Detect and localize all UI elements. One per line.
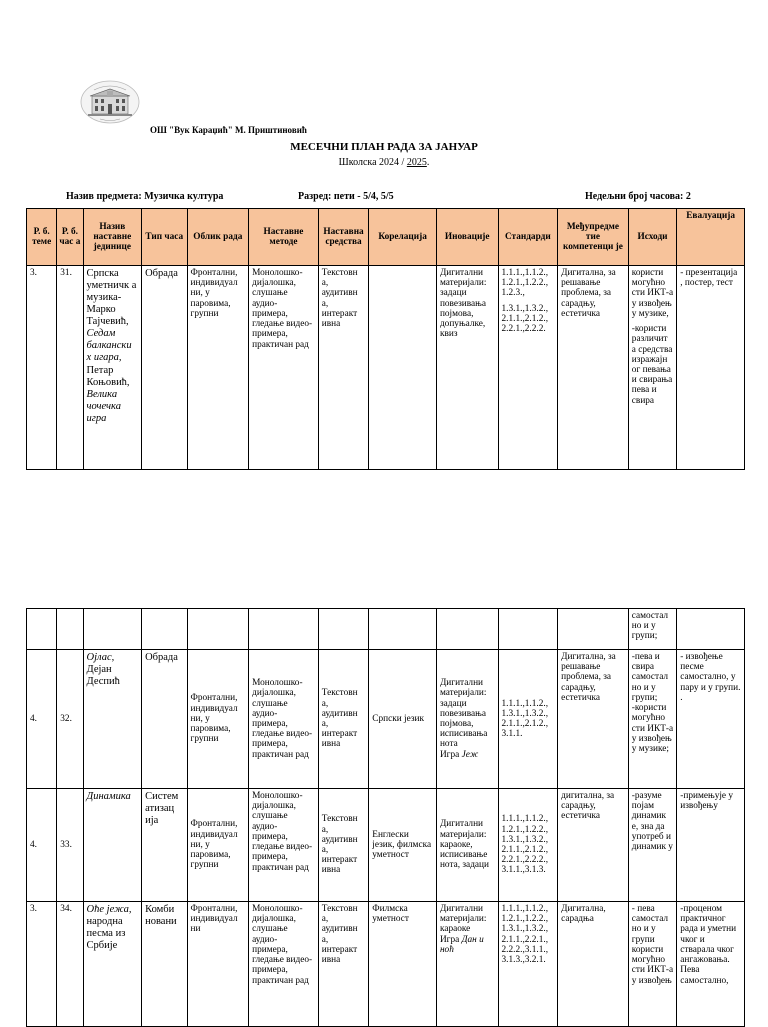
outcomes: самостал но и у групи; [628, 609, 676, 650]
competences: Дигитална, за решавање проблема, за сарадњу, естетичка [558, 266, 629, 470]
standards: 1.1.1.,1.1.2., 1.2.1.,1.2.2., 1.2.3., 1.3.1.,1.3.2., 2.1.1.,2.1.2., 2.2.1.,2.2.2. [498, 266, 558, 470]
work-form: Фронтални, индивидуал ни, у паровима, групни [187, 789, 249, 902]
unit-name: Оће јежа, народна песма из Србије [83, 902, 142, 1027]
competences: Дигитална, сарадња [558, 902, 629, 1027]
table-row [27, 650, 745, 789]
outcomes: -разуме појам динамик е, зна да употреб и динамик у [628, 789, 676, 902]
means: Текстовн а, аудитивн а, интеракт ивна [318, 650, 368, 789]
evaluation: - презентација , постер, тест [677, 266, 745, 470]
outcomes: користи могућно сти ИКТ-а у извођењ у музике, -користи различит а средства изражајн ог певања и свирања пева и свира [628, 266, 676, 470]
competences: Дигитална, за решавање проблема, за сарадњу, естетичка [558, 650, 629, 789]
means: Текстовн а, аудитивн а, интеракт ивна [318, 902, 368, 1027]
evaluation: -проценом практичног рада и уметни чког и стварала чког ангажовања. Пева самостално, [677, 902, 745, 1027]
evaluation: - извођење песме самостално, у пару и у групи. . [677, 650, 745, 789]
competences: дигитална, за сарадњу, естетичка [558, 789, 629, 902]
school-name: ОШ "Вук Караџић" М. Приштиновић [150, 125, 307, 135]
plan-title: МЕСЕЧНИ ПЛАН РАДА ЗА ЈАНУАР [290, 141, 478, 153]
lesson-type: Обрада [142, 266, 187, 470]
lesson-plan-table [26, 208, 745, 470]
table-row [27, 609, 745, 650]
evaluation: -примењује у извођењу [677, 789, 745, 902]
standards: 1.1.1.,1.1.2., 1.2.1.,1.2.2., 1.3.1.,1.3.2., 2.1.1.,2.2.1., 2.2.2.,3.1.1., 3.1.3.,3.2.1. [498, 902, 558, 1027]
innovation: Дигитални материјали: задаци повезивања појмова, исписивања нота Игра Јеж [436, 650, 498, 789]
topic-no: 3. [27, 902, 57, 1027]
lesson-no: 34. [57, 902, 83, 1027]
work-form: Фронтални, индивидуал ни, у паровима, групни [187, 266, 249, 470]
outcomes: - пева самостал но и у групи користи могућно сти ИКТ-а у извођењ [628, 902, 676, 1027]
unit-name: Динамика [83, 789, 142, 902]
header-innovations: Иновације [436, 209, 498, 266]
methods: Монолошко- дијалошка, слушање аудио- примера, гледање видео- примера, практичан рад [249, 789, 319, 902]
means: Текстовн а, аудитивн а, интеракт ивна [318, 266, 368, 470]
methods: Монолошко- дијалошка, слушање аудио- примера, гледање видео- примера, практичан рад [249, 902, 319, 1027]
table-row [27, 902, 745, 1027]
methods: Монолошко- дијалошка, слушање аудио- примера, гледање видео- примера, практичан рад [249, 650, 319, 789]
header-outcomes: Исходи [628, 209, 676, 266]
topic-no: 3. [27, 266, 57, 470]
standards: 1.1.1.,1.1.2., 1.2.1.,1.2.2., 1.3.1.,1.3.2., 2.1.1.,2.1.2., 2.2.1.,2.2.2., 3.1.1.,3.1.3. [498, 789, 558, 902]
table-header-row [27, 209, 745, 266]
means: Текстовн а, аудитивн а, интеракт ивна [318, 789, 368, 902]
correlation: Српски језик [369, 650, 437, 789]
lesson-no: 33. [57, 789, 83, 902]
school-year: Школска 2024 / 2025. [338, 157, 430, 168]
topic-no: 4. [27, 789, 57, 902]
header-lesson-type: Тип часа [142, 209, 187, 266]
correlation [369, 266, 437, 470]
innovation: Дигитални материјали: караоке Игра Дан и ноћ [436, 902, 498, 1027]
outcomes: -пева и свира самостал но и у групи; -користи могућно сти ИКТ-а у извођењ у музике; [628, 650, 676, 789]
correlation: Филмска уметност [369, 902, 437, 1027]
lesson-plan-table-continued [26, 608, 745, 1027]
topic-no: 4. [27, 650, 57, 789]
lesson-no: 31. [57, 266, 83, 470]
innovation: Дигитални материјали: караоке, исписивање нота, задаци [436, 789, 498, 902]
unit-name: Ојлас, Дејан Деспић [83, 650, 142, 789]
header-methods: Наставне методе [249, 209, 319, 266]
header-unit-name: Назив наставне јединице [83, 209, 142, 266]
header-evaluation: Евалуација [677, 209, 745, 266]
lesson-no: 32. [57, 650, 83, 789]
work-form: Фронтални, индивидуал ни, у паровима, групни [187, 650, 249, 789]
school-building-emblem-icon [80, 80, 140, 124]
header-work-form: Облик рада [187, 209, 249, 266]
lesson-type: Систем атизац ија [142, 789, 187, 902]
methods: Монолошко- дијалошка, слушање аудио- примера, гледање видео- примера, практичан рад [249, 266, 319, 470]
work-form: Фронтални, индивидуал ни [187, 902, 249, 1027]
standards: 1.1.1.,1.1.2., 1.3.1.,1.3.2., 2.1.1.,2.1.2., 3.1.1. [498, 650, 558, 789]
table-row [27, 789, 745, 902]
header-correlation: Корелација [369, 209, 437, 266]
header-lesson-no: Р. б. час а [57, 209, 83, 266]
header-topic-no: Р. б. теме [27, 209, 57, 266]
header-standards: Стандарди [498, 209, 558, 266]
header-competences: Међупредме тие компетенци је [558, 209, 629, 266]
header-means: Наставна средства [318, 209, 368, 266]
correlation: Енглески језик, филмска уметност [369, 789, 437, 902]
subject-label: Назив предмета: Музичка култура [66, 191, 224, 202]
lesson-type: Комби новани [142, 902, 187, 1027]
innovation: Дигитални материјали: задаци повезивања појмова, допуњалке, квиз [436, 266, 498, 470]
weekly-hours-label: Недељни број часова: 2 [585, 191, 691, 202]
lesson-type: Обрада [142, 650, 187, 789]
table-row [27, 266, 745, 470]
grade-label: Разред: пети - 5/4, 5/5 [298, 191, 394, 202]
unit-name: Српска уметничк а музика- Марко Тајчевић, Седам балкански х игара, Петар Коњовић, Велика чочечка игра [83, 266, 142, 470]
